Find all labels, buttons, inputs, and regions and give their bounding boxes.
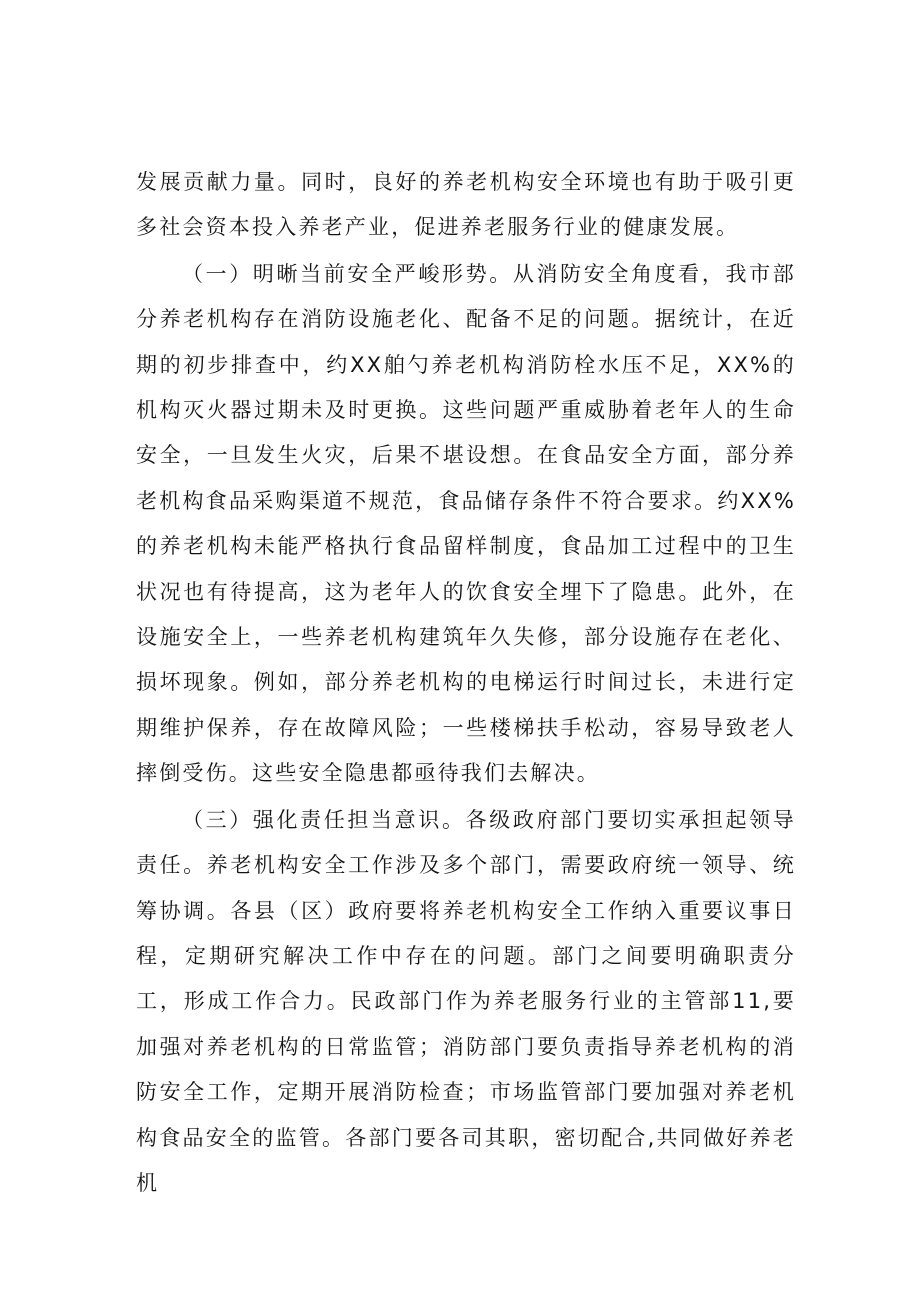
body-text	[136, 160, 796, 1206]
paragraph-intro-continuation: 发展贡献力量。同时，良好的养老机构安全环境也有助于吸引更多社会资本投入养老产业，促进养老服务行业的健康发展。	[136, 170, 796, 240]
paragraph-section-1-safety-situation: （一）明晰当前安全严峻形势。从消防安全角度看，我市部分养老机构存在消防设施老化、配备不足的问题。据统计，在近期的初步排查中，约XX舶勺养老机构消防栓水压不足，XX%的机构灭火器过期未及时更换。这些问题严重威胁着老年人的生命安全，一旦发生火灾，后果不堪设想。在食品安全方面，部分养老机构食品采购渠道不规范，食品储存条件不符合要求。约XX%的养老机构未能严格执行食品留样制度，食品加工过程中的卫生状况也有待提高，这为老年人的饮食安全埋下了隐患。此外，在设施安全上，一些养老机构建筑年久失修，部分设施存在老化、损坏现象。例如，部分养老机构的电梯运行时间过长，未进行定期维护保养，存在故障风险；一些楼梯扶手松动，容易导致老人摔倒受伤。这些安全隐患都亟待我们去解决。	[136, 261, 796, 786]
paragraph-section-3-responsibility: （三）强化责任担当意识。各级政府部门要切实承担起领导责任。养老机构安全工作涉及多个部门，需要政府统一领导、统筹协调。各县（区）政府要将养老机构安全工作纳入重要议事日程，定期研究解决工作中存在的问题。部门之间要明确职责分工，形成工作合力。民政部门作为养老服务行业的主管部11,要加强对养老机构的日常监管；消防部门要负责指导养老机构的消防安全工作，定期开展消防检查；市场监管部门要加强对养老机构食品安全的监管。各部门要各司其职，密切配合,共同做好养老机	[136, 807, 796, 1195]
